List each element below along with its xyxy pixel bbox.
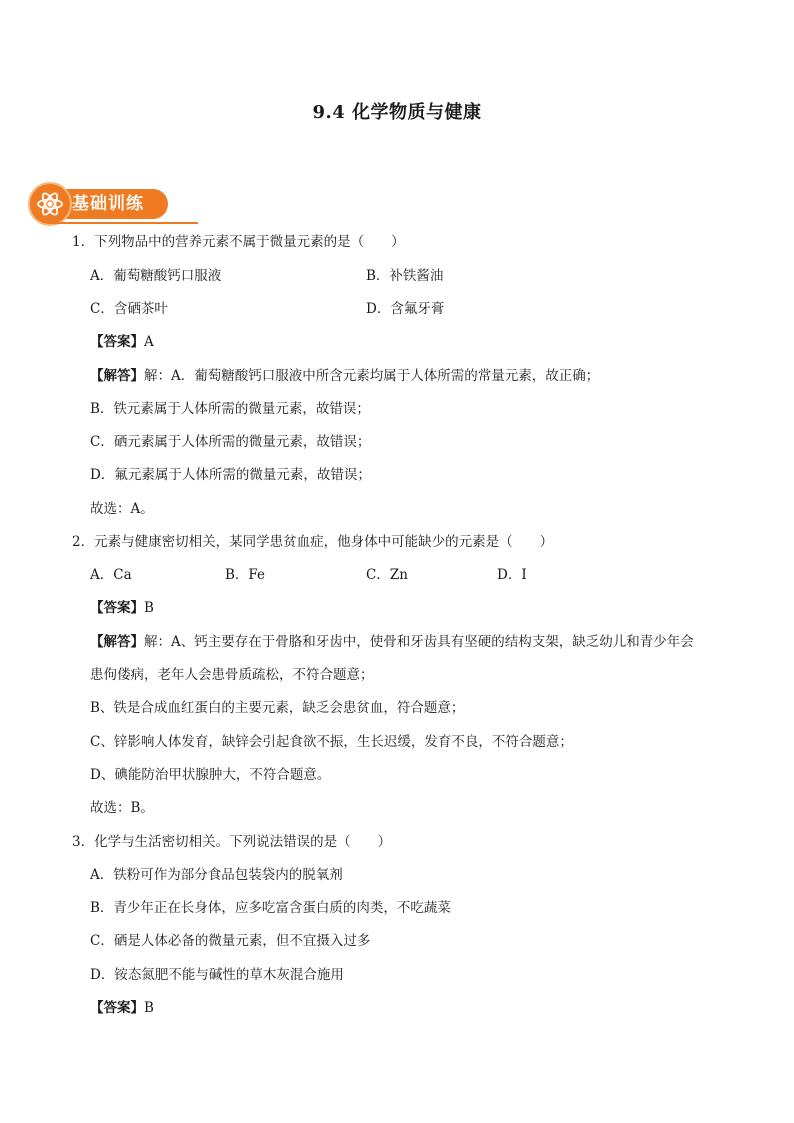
q2-analysis-line: 患佝偻病，老年人会患骨质疏松，不符合题意； <box>90 667 374 683</box>
q1-option-b: B．补铁酱油 <box>366 268 444 284</box>
q1-option-c: C．含硒茶叶 <box>90 301 168 317</box>
question-1-stem: 1．下列物品中的营养元素不属于微量元素的是（ ） <box>72 234 405 250</box>
answer-label: 【答案】 <box>90 1000 144 1016</box>
section-banner <box>30 184 170 224</box>
answer-label: 【答案】 <box>90 334 144 350</box>
question-3-stem: 3．化学与生活密切相关。下列说法错误的是（ ） <box>72 834 392 850</box>
banner-icon-circle <box>30 184 70 224</box>
q2-analysis-line: B、铁是合成血红蛋白的主要元素，缺乏会患贫血，符合题意； <box>90 700 465 716</box>
q2-analysis-line: C、锌影响人体发育，缺锌会引起食欲不振，生长迟缓，发育不良，不符合题意； <box>90 734 573 750</box>
q3-option-b: B．青少年正在长身体，应多吃富含蛋白质的肉类，不吃蔬菜 <box>90 900 451 916</box>
q2-option-a: A．Ca <box>90 567 132 583</box>
banner-underline <box>48 222 198 224</box>
answer-value: B <box>144 1000 154 1016</box>
q1-analysis-line: C．硒元素属于人体所需的微量元素，故错误； <box>90 434 371 450</box>
q2-answer <box>90 600 154 616</box>
page-title: 9.4 化学物质与健康 <box>312 102 482 123</box>
q3-option-d: D．铵态氮肥不能与碱性的草木灰混合施用 <box>90 967 344 983</box>
q2-option-b: B．Fe <box>225 567 266 583</box>
q1-analysis-line <box>90 368 599 384</box>
q1-option-d: D．含氟牙膏 <box>366 301 445 317</box>
q2-analysis-line: D、碘能防治甲状腺肿大，不符合题意。 <box>90 767 331 783</box>
analysis-text: 解：A．葡萄糖酸钙口服液中所含元素均属于人体所需的常量元素，故正确； <box>144 368 600 384</box>
analysis-label: 【解答】 <box>90 634 144 650</box>
q3-answer <box>90 1000 154 1016</box>
q1-answer <box>90 334 154 350</box>
q3-option-c: C．硒是人体必备的微量元素，但不宜摄入过多 <box>90 933 371 949</box>
q1-analysis-line: B．铁元素属于人体所需的微量元素，故错误； <box>90 401 370 417</box>
section-label: 基础训练 <box>72 194 144 214</box>
q2-option-d: D．I <box>497 567 527 583</box>
analysis-text: 解：A、钙主要存在于骨胳和牙齿中，使骨和牙齿具有坚硬的结构支架，缺乏幼儿和青少年会 <box>144 634 694 650</box>
answer-label: 【答案】 <box>90 600 144 616</box>
q1-analysis-line: D．氟元素属于人体所需的微量元素，故错误； <box>90 467 371 483</box>
answer-value: A <box>144 334 154 350</box>
q1-option-a: A．葡萄糖酸钙口服液 <box>90 268 222 284</box>
atom-icon <box>35 189 65 219</box>
answer-value: B <box>144 600 154 616</box>
q3-option-a: A．铁粉可作为部分食品包装袋内的脱氧剂 <box>90 867 343 883</box>
question-2-stem: 2．元素与健康密切相关，某同学患贫血症，他身体中可能缺少的元素是（ ） <box>72 534 554 550</box>
q2-option-c: C．Zn <box>366 567 408 583</box>
q1-conclusion: 故选：A。 <box>90 501 154 517</box>
q2-analysis-line <box>90 634 694 650</box>
q2-conclusion: 故选：B。 <box>90 800 154 816</box>
analysis-label: 【解答】 <box>90 368 144 384</box>
